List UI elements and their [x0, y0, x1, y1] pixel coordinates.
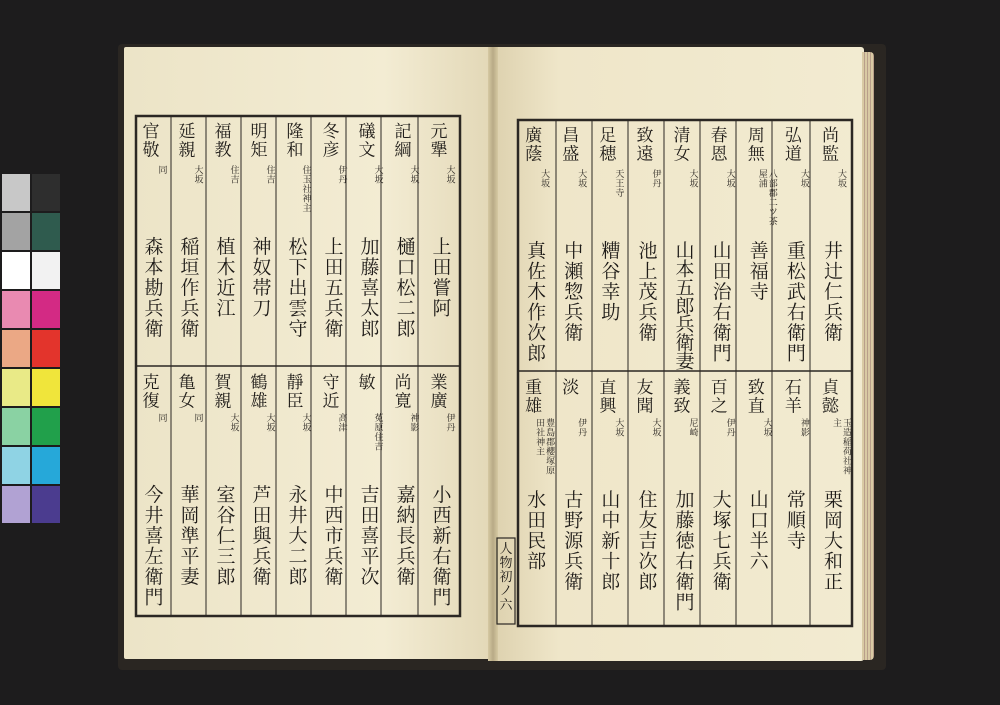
- column-art-name: 華岡準平妻: [180, 484, 200, 589]
- column-place-note: 天王寺: [615, 170, 625, 199]
- column-name: 山田治右衛門: [712, 240, 732, 365]
- column-name: 真佐木作次郎: [527, 240, 547, 365]
- column-name: 加藤喜太郎: [360, 236, 380, 341]
- column-place-note: 住吉: [266, 166, 276, 186]
- column-title: 清女: [673, 126, 691, 165]
- column-place-note: 大坂: [800, 170, 810, 190]
- column-art-title: 守近: [322, 373, 340, 412]
- column-art-place-note: 大坂: [230, 414, 240, 434]
- column-title: 礒文: [358, 122, 376, 161]
- column-place-note: 住玉社神主: [302, 166, 312, 214]
- column-name: 重松武右衛門: [786, 240, 806, 365]
- column-title: 福教: [214, 122, 232, 161]
- column-art-place-note: 豊島郡櫻塚原田社神主: [536, 419, 556, 477]
- column-name: 神奴帯刀: [252, 236, 272, 320]
- column-place-note: 伊丹: [652, 170, 662, 190]
- column-place-note: 大坂: [578, 170, 588, 190]
- column-name: 稲垣作兵衛: [180, 236, 200, 341]
- column-art-title: 淡: [562, 378, 580, 398]
- column-title: 明矩: [250, 122, 268, 161]
- column-title: 冬彦: [322, 122, 340, 161]
- column-title: 廣蔭: [525, 126, 543, 165]
- column-art-name: 水田民部: [527, 489, 547, 573]
- column-place-note: 大坂: [726, 170, 736, 190]
- column-title: 元犟: [430, 122, 448, 161]
- column-place-note: 八部郡二ツ茶屋浦: [758, 170, 778, 228]
- column-art-name: 大塚七兵衛: [712, 489, 732, 594]
- column-art-name: 永井大二郎: [288, 484, 308, 589]
- column-title: 致遠: [636, 126, 654, 165]
- column-title: 尚監: [821, 126, 839, 165]
- column-art-place-note: 大坂: [302, 414, 312, 434]
- column-art-name: 栗岡大和正: [823, 489, 843, 594]
- column-place-note: 住吉: [230, 166, 240, 186]
- column-place-note: 大坂: [837, 170, 847, 190]
- margin-label: 人物初ノ六: [499, 542, 513, 614]
- column-art-place-note: 菟原住吉: [374, 414, 384, 453]
- column-place-note: 大坂: [410, 166, 420, 186]
- column-art-place-note: 神影: [410, 414, 420, 434]
- column-art-name: 芦田與兵衛: [252, 484, 272, 589]
- column-art-title: 直興: [599, 378, 617, 417]
- column-art-place-note: 大坂: [266, 414, 276, 434]
- column-art-title: 靜臣: [286, 373, 304, 412]
- column-place-note: 伊丹: [338, 166, 348, 186]
- column-name: 中瀬惣兵衛: [564, 240, 584, 345]
- column-art-name: 山中新十郎: [601, 489, 621, 594]
- column-art-name: 古野源兵衛: [564, 489, 584, 594]
- column-art-title: 貞懿: [821, 378, 839, 417]
- column-art-name: 今井喜左衛門: [144, 484, 164, 609]
- column-art-name: 室谷仁三郎: [216, 484, 236, 589]
- column-art-place-note: 大坂: [652, 419, 662, 439]
- column-name: 井辻仁兵衛: [823, 240, 843, 345]
- column-name: 植木近江: [216, 236, 236, 320]
- column-name: 山本五郎兵衛妻: [675, 240, 695, 373]
- column-art-place-note: 伊丹: [726, 419, 736, 439]
- column-art-title: 亀女: [178, 373, 196, 412]
- column-name: 糟谷幸助: [601, 240, 621, 324]
- column-art-name: 加藤徳右衛門: [675, 489, 695, 614]
- column-art-name: 吉田喜平次: [360, 484, 380, 589]
- column-title: 官敬: [142, 122, 160, 161]
- column-art-title: 克復: [142, 373, 160, 412]
- column-title: 記綱: [394, 122, 412, 161]
- column-art-title: 敏: [358, 373, 376, 393]
- column-art-title: 賀親: [214, 373, 232, 412]
- column-place-note: 大坂: [446, 166, 456, 186]
- column-art-title: 友聞: [636, 378, 654, 417]
- column-name: 池上茂兵衛: [638, 240, 658, 345]
- column-art-title: 百之: [710, 378, 728, 417]
- column-title: 延親: [178, 122, 196, 161]
- column-art-place-note: 高津: [338, 414, 348, 434]
- column-place-note: 大坂: [194, 166, 204, 186]
- column-place-note: 同: [158, 166, 168, 176]
- column-name: 樋口松二郎: [396, 236, 416, 341]
- column-art-title: 尚寛: [394, 373, 412, 412]
- column-title: 昌盛: [562, 126, 580, 165]
- column-title: 周無: [747, 126, 765, 165]
- column-name: 善福寺: [749, 240, 769, 304]
- column-art-title: 石羊: [784, 378, 802, 417]
- column-art-title: 義致: [673, 378, 691, 417]
- column-place-note: 大坂: [374, 166, 384, 186]
- column-art-place-note: 同: [158, 414, 168, 424]
- column-art-title: 重雄: [525, 378, 543, 417]
- column-name: 松下出雲守: [288, 236, 308, 341]
- column-art-place-note: 神影: [800, 419, 810, 439]
- column-art-place-note: 玉造稲荷社神主: [832, 419, 852, 477]
- column-art-place-note: 大坂: [615, 419, 625, 439]
- column-place-note: 大坂: [689, 170, 699, 190]
- column-place-note: 大坂: [541, 170, 551, 190]
- column-art-place-note: 大坂: [763, 419, 773, 439]
- column-art-place-note: 同: [194, 414, 204, 424]
- column-art-name: 嘉納長兵衛: [396, 484, 416, 589]
- column-art-title: 業廣: [430, 373, 448, 412]
- column-name: 上田嘗阿: [432, 236, 452, 320]
- column-art-name: 山口半六: [749, 489, 769, 573]
- column-art-name: 常順寺: [786, 489, 806, 553]
- column-title: 春恩: [710, 126, 728, 165]
- column-name: 上田五兵衛: [324, 236, 344, 341]
- column-title: 足穂: [599, 126, 617, 165]
- column-art-place-note: 伊丹: [578, 419, 588, 439]
- column-title: 隆和: [286, 122, 304, 161]
- column-title: 弘道: [784, 126, 802, 165]
- column-art-title: 致直: [747, 378, 765, 417]
- column-art-name: 小西新右衛門: [432, 484, 452, 609]
- column-art-title: 鶴雄: [250, 373, 268, 412]
- column-art-place-note: 尼崎: [689, 419, 699, 439]
- column-art-name: 中西市兵衛: [324, 484, 344, 589]
- column-art-name: 住友吉次郎: [638, 489, 658, 594]
- column-art-place-note: 伊丹: [446, 414, 456, 434]
- column-name: 森本勘兵衛: [144, 236, 164, 341]
